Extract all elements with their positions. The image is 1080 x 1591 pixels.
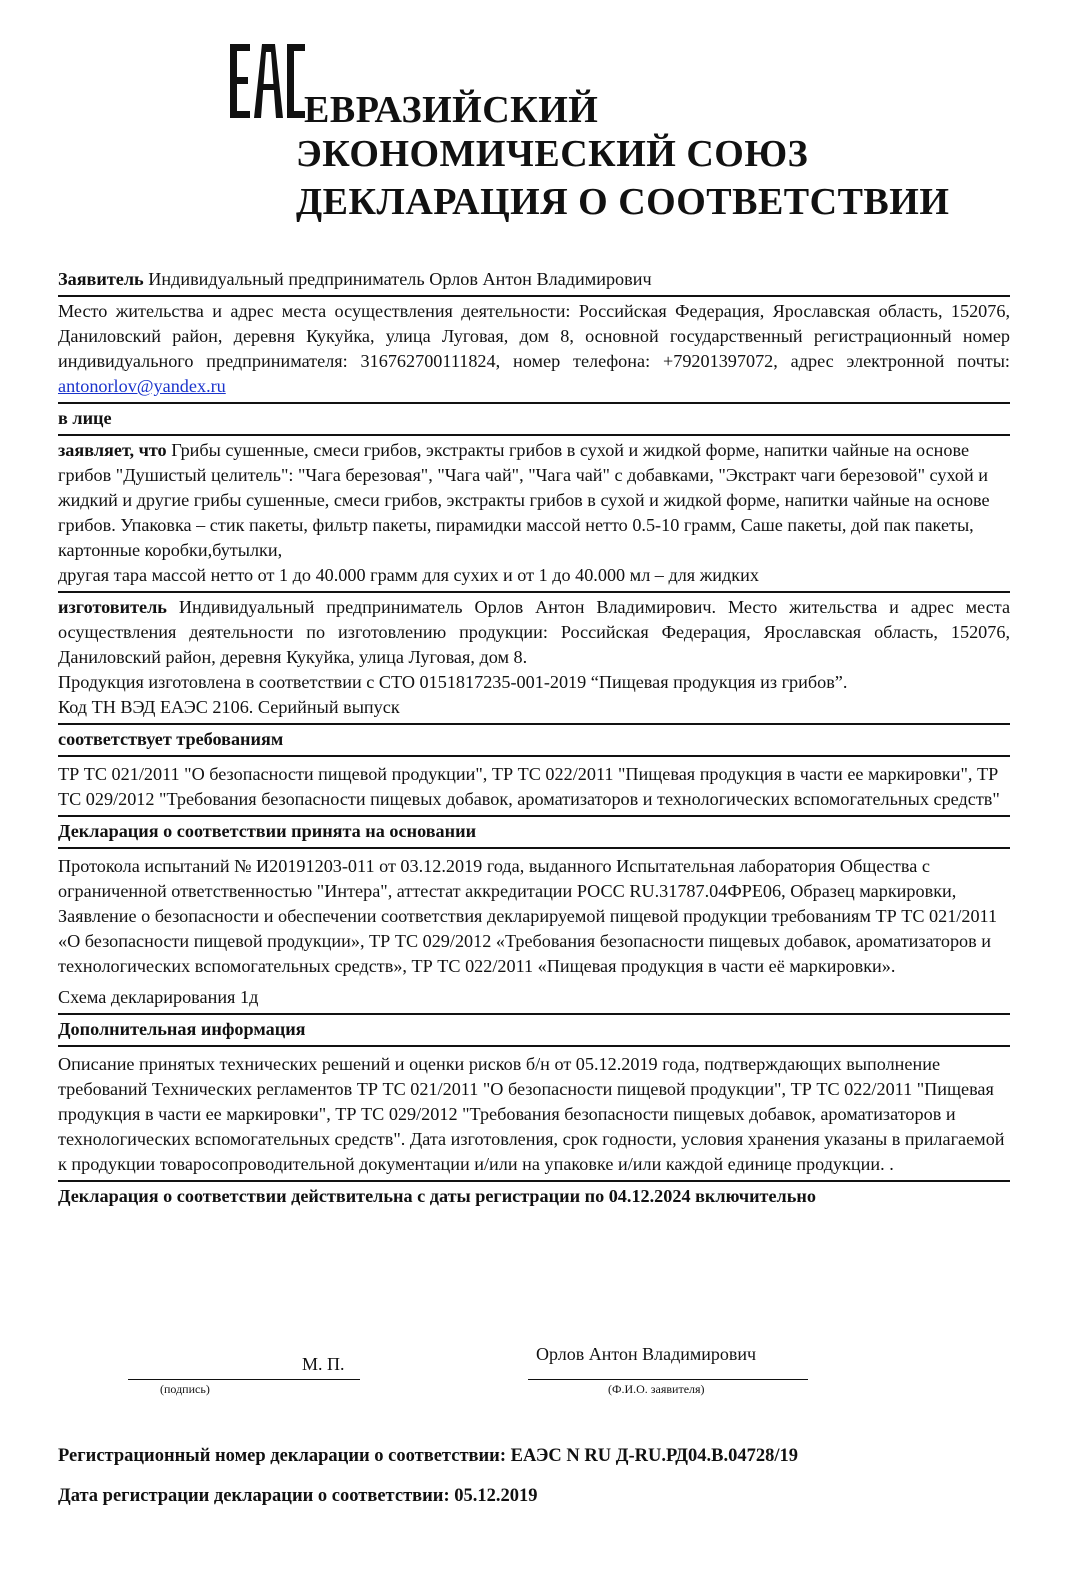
manufacturer-label: изготовитель <box>58 597 167 617</box>
requirements-row <box>58 757 1010 817</box>
name-caption: (Ф.И.О. заявителя) <box>608 1382 705 1396</box>
additional-label: Дополнительная информация <box>58 1019 306 1039</box>
name-line <box>528 1379 808 1380</box>
requirements-text: ТР ТС 021/2011 "О безопасности пищевой продукции", ТР ТС 022/2011 "Пищевая продукция в части ее маркировки", ТР ТС 029/2012 "Требования безопасности пищевых добавок, ароматизаторов и технологических вспомогательных средств" <box>58 764 1000 809</box>
applicant-value: Индивидуальный предприниматель Орлов Антон Владимирович <box>148 269 652 289</box>
basis-label: Декларация о соответствии принята на основании <box>58 821 477 841</box>
additional-text: Описание принятых технических решений и оценки рисков б/н от 05.12.2019 года, подтверждающих выполнение требований Технических регламентов ТР ТС 021/2011 "О безопасности пищевой продукции", ТР ТС 022/2011 "Пищевая продукция в части ее маркировки", ТР ТС 029/2012 "Требования безопасности пищевых добавок, ароматизаторов и технологических вспомогательных средств". Дата изготовления, срок годности, условия хранения указаны в прилагаемой к продукции товаросопроводительной документации и/или на упаковке и/или каждой единице продукции. . <box>58 1054 1005 1174</box>
applicant-address-text: Место жительства и адрес места осуществления деятельности: Российская Федерация, Ярославская область, 152076, Даниловский район, деревня Кукуйка, улица Луговая, дом 8, основной государственный регистрационный номер индивидуального предпринимателя: 316762700111824, номер телефона: +79201397072, адрес электронной почты: <box>58 301 1010 371</box>
requirements-label: соответствует требованиям <box>58 729 284 749</box>
in-person-row <box>58 404 1010 436</box>
validity-row <box>58 1182 1010 1212</box>
manufacturer-row <box>58 593 1010 725</box>
scheme-text: Схема декларирования 1д <box>58 987 259 1007</box>
requirements-header-row <box>58 725 1010 757</box>
document-header <box>228 40 1028 240</box>
header-title-line2: ЭКОНОМИЧЕСКИЙ СОЮЗ <box>296 133 809 175</box>
declares-label: заявляет, что <box>58 440 167 460</box>
declares-paragraph <box>58 438 1010 563</box>
declaration-body <box>58 265 1010 1212</box>
in-person-label: в лице <box>58 408 112 428</box>
basis-text: Протокола испытаний № И20191203-011 от 03.12.2019 года, выданного Испытательная лаборатория Общества с ограниченной ответственностью "Интера", аттестат аккредитации РОСС RU.31787.04ФРЕ06, Образец маркировки, Заявление о безопасности и обеспечении соответствия декларируемой пищевой продукции требованиям ТР ТС 021/2011 «О безопасности пищевой продукции», ТР ТС 029/2012 «Требования безопасности пищевых добавок, ароматизаторов и технологических вспомогательных средств», ТР ТС 022/2011 «Пищевая продукция в части её маркировки». <box>58 856 998 976</box>
declares-packaging-text: другая тара массой нетто от 1 до 40.000 грамм для сухих и от 1 до 40.000 мл – для жидких <box>58 565 759 585</box>
additional-header-row <box>58 1015 1010 1047</box>
validity-text: Декларация о соответствии действительна с даты регистрации по 04.12.2024 включительно <box>58 1186 816 1206</box>
applicant-label: Заявитель <box>58 269 144 289</box>
manufacturer-code-text: Код ТН ВЭД ЕАЭС 2106. Серийный выпуск <box>58 697 400 717</box>
applicant-address-row <box>58 297 1010 404</box>
manufacturer-standard-text: Продукция изготовлена в соответствии с СТО 0151817235-001-2019 “Пищевая продукция из грибов”. <box>58 672 848 692</box>
applicant-email-link[interactable]: antonorlov@yandex.ru <box>58 376 226 396</box>
additional-row <box>58 1047 1010 1182</box>
signature-line <box>128 1379 360 1380</box>
signature-caption: (подпись) <box>160 1382 210 1396</box>
eac-logo <box>228 40 308 126</box>
header-title-line3: ДЕКЛАРАЦИЯ О СООТВЕТСТВИИ <box>296 181 950 223</box>
signature-block <box>58 1340 1010 1400</box>
signer-name: Орлов Антон Владимирович <box>536 1344 757 1364</box>
basis-header-row <box>58 817 1010 849</box>
manufacturer-text: Индивидуальный предприниматель Орлов Антон Владимирович. Место жительства и адрес места осуществления деятельности по изготовлению продукции: Российская Федерация, Ярославская область, 152076, Даниловский район, деревня Кукуйка, улица Луговая, дом 8. <box>58 597 1011 667</box>
registration-date: Дата регистрации декларации о соответствии: 05.12.2019 <box>58 1486 538 1506</box>
registration-number: Регистрационный номер декларации о соответствии: ЕАЭС N RU Д-RU.РД04.В.04728/19 <box>58 1446 798 1466</box>
stamp-place-label: М. П. <box>302 1354 345 1374</box>
applicant-row <box>58 265 1010 297</box>
header-title-line1: ЕВРАЗИЙСКИЙ <box>304 89 599 131</box>
basis-row <box>58 849 1010 1015</box>
declares-row <box>58 436 1010 593</box>
declares-text: Грибы сушенные, смеси грибов, экстракты грибов в сухой и жидкой форме, напитки чайные на основе грибов "Душистый целитель": "Чага березовая", "Чага чай", "Чага чай" с добавками, "Экстракт чаги березовой" сухой и жидкий и другие грибы сушенные, смеси грибов, экстракты грибов в сухой и жидкой форме, напитки чайные на основе грибов. Упаковка – стик пакеты, фильтр пакеты, пирамидки массой нетто 0.5-10 грамм, Саше пакеты, дой пак пакеты, картонные коробки,бутылки, <box>58 440 990 560</box>
manufacturer-paragraph <box>58 595 1010 670</box>
